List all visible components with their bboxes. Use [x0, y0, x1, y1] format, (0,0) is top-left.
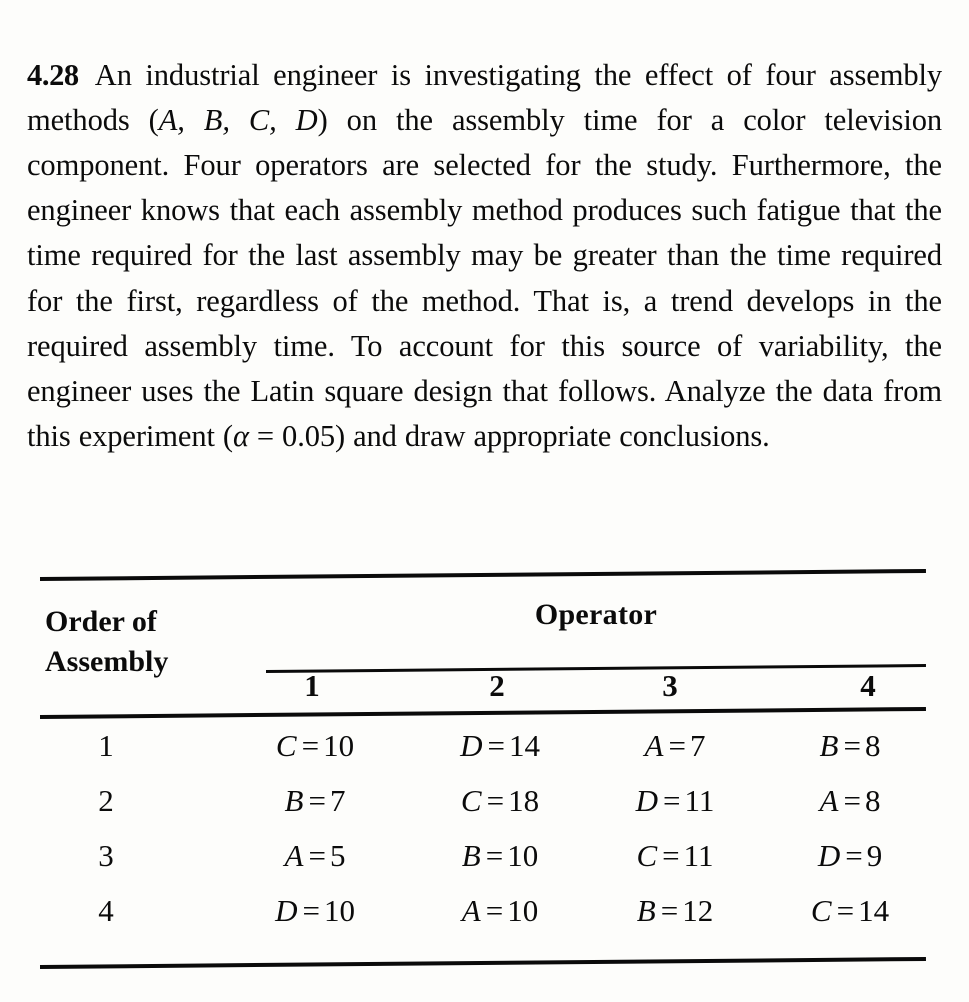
- cell-equals: =: [308, 838, 326, 873]
- cell-equals: =: [486, 783, 505, 818]
- cell-value: 8: [864, 783, 881, 818]
- row-header-line-2: Assembly: [45, 645, 169, 678]
- column-group-header: Operator: [534, 598, 658, 631]
- cell-r1c3: [585, 728, 765, 764]
- cell-equals: =: [668, 728, 686, 763]
- cell-r1c4: [760, 728, 940, 764]
- cell-r4c3: [585, 893, 765, 929]
- cell-equals: =: [836, 893, 855, 928]
- cell-equals: =: [485, 838, 504, 873]
- column-header-4: 4: [860, 668, 876, 703]
- cell-letter: C: [810, 893, 832, 928]
- cell-letter: A: [644, 728, 664, 763]
- cell-equals: =: [662, 838, 680, 873]
- cell-letter: A: [284, 838, 304, 873]
- cell-r4c4: [760, 893, 940, 929]
- cell-equals: =: [302, 893, 320, 928]
- column-header-3: 3: [662, 668, 678, 703]
- cell-letter: D: [275, 893, 298, 928]
- cell-letter: D: [635, 783, 659, 818]
- cell-equals: =: [843, 783, 861, 818]
- alpha-symbol: α: [232, 419, 249, 454]
- cell-r1c1: [225, 728, 405, 764]
- cell-value: 14: [508, 728, 540, 763]
- table-row: [40, 893, 926, 948]
- column-header-1: 1: [304, 668, 320, 703]
- cell-equals: =: [663, 783, 681, 818]
- row-label: 1: [98, 728, 114, 763]
- cell-r2c4: [760, 783, 940, 819]
- cell-value: 11: [683, 838, 714, 873]
- cell-r2c1: [225, 783, 405, 819]
- table-row: [40, 728, 926, 783]
- cell-letter: B: [284, 783, 304, 818]
- problem-number: 4.28: [27, 57, 79, 92]
- problem-text-part-1: An industrial engineer is investigating the effect of four assembly methods (: [27, 57, 942, 137]
- column-header-2: 2: [489, 668, 505, 703]
- cell-r4c2: [410, 893, 590, 929]
- row-label: 4: [98, 893, 114, 928]
- cell-equals: =: [301, 728, 320, 763]
- latin-square-table: [40, 560, 928, 980]
- cell-letter: A: [819, 783, 839, 818]
- table-body: [40, 728, 926, 948]
- cell-letter: D: [460, 728, 483, 763]
- cell-r3c2: [410, 838, 590, 874]
- cell-r1c2: [410, 728, 590, 764]
- cell-value: 10: [323, 728, 355, 763]
- row-label: 2: [98, 783, 114, 818]
- cell-equals: =: [485, 893, 504, 928]
- cell-equals: =: [487, 728, 505, 763]
- cell-value: 14: [858, 893, 890, 928]
- row-header-line-1: Order of: [45, 605, 157, 638]
- cell-value: 10: [507, 838, 539, 873]
- cell-letter: B: [461, 838, 481, 873]
- cell-letter: B: [819, 728, 839, 763]
- cell-letter: C: [275, 728, 297, 763]
- problem-paragraph: [27, 53, 942, 460]
- cell-r2c3: [585, 783, 765, 819]
- cell-r2c2: [410, 783, 590, 819]
- table-row: [40, 783, 926, 838]
- problem-method-letters: A, B, C, D: [158, 102, 318, 137]
- table-top-rule: [40, 569, 926, 581]
- cell-letter: A: [461, 893, 481, 928]
- problem-statement: [27, 22, 942, 490]
- cell-value: 10: [323, 893, 355, 928]
- cell-equals: =: [660, 893, 679, 928]
- problem-text-part-2: ) on the assembly time for a color television component. Four operators are selected for the study. Furthermore, the engineer knows that each assembly method produces such fatigue that the time required for the last assembly may be greater than the time required for the first, regardless of the method. That is, a trend develops in the required assembly time. To account for this source of variability, the engineer uses the Latin square design that follows. Analyze the data from this experiment (: [27, 102, 942, 454]
- cell-letter: B: [636, 893, 656, 928]
- cell-r4c1: [225, 893, 405, 929]
- table-row: [40, 838, 926, 893]
- cell-value: 12: [682, 893, 714, 928]
- cell-equals: =: [308, 783, 326, 818]
- cell-letter: C: [460, 783, 482, 818]
- row-label: 3: [98, 838, 114, 873]
- cell-equals: =: [843, 728, 861, 763]
- cell-r3c1: [225, 838, 405, 874]
- cell-value: 7: [689, 728, 706, 763]
- table-bottom-rule: [40, 957, 926, 969]
- cell-r3c4: [760, 838, 940, 874]
- column-header-row: [40, 668, 926, 714]
- cell-value: 8: [864, 728, 881, 763]
- cell-value: 9: [866, 838, 883, 873]
- cell-value: 10: [507, 893, 539, 928]
- cell-value: 11: [684, 783, 715, 818]
- cell-letter: D: [817, 838, 841, 873]
- cell-r3c3: [585, 838, 765, 874]
- cell-equals: =: [845, 838, 863, 873]
- problem-text-part-3: = 0.05) and draw appropriate conclusions.: [248, 419, 770, 454]
- cell-value: 7: [329, 783, 346, 818]
- cell-letter: C: [636, 838, 658, 873]
- cell-value: 18: [508, 783, 540, 818]
- cell-value: 5: [329, 838, 346, 873]
